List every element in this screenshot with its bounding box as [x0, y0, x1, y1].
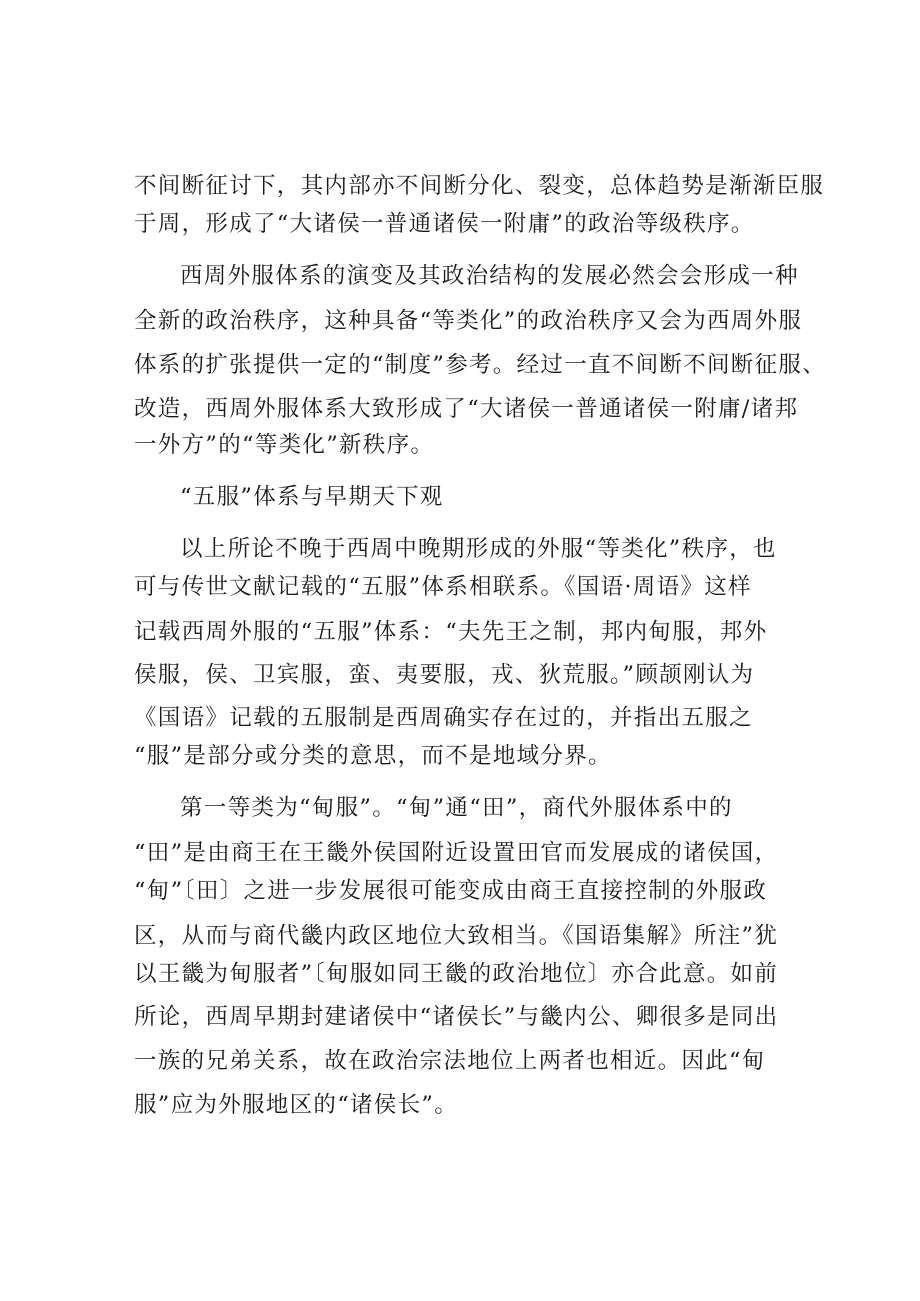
text-line: 全新的政治秩序，这种具备“等类化”的政治秩序又会为西周外服 — [134, 308, 803, 334]
text-line: 不间断征讨下，其内部亦不间断分化、裂变，总体趋势是渐渐臣服 — [134, 173, 825, 199]
text-line: 区，从而与商代畿内政区地位大致相当。《国语集解》所注”犹 — [134, 923, 779, 949]
text-line: 一外方”的“等类化”新秩序。 — [134, 432, 435, 458]
text-line: 体系的扩张提供一定的“制度”参考。经过一直不间断不间断征服、 — [134, 352, 827, 378]
text-line: 以上所论不晚于西周中晚期形成的外服“等类化”秩序，也 — [180, 536, 777, 562]
text-line: “田”是由商王在王畿外侯国附近设置田官而发展成的诸侯国， — [134, 840, 779, 866]
text-line: 侯服，侯、卫宾服，蛮、夷要服，戎、狄荒服。”顾颉刚认为 — [134, 662, 755, 688]
text-line: 《国语》记载的五服制是西周确实存在过的，并指出五服之 — [134, 705, 753, 731]
text-line: 西周外服体系的演变及其政治结构的发展必然会会形成一种 — [180, 263, 799, 289]
text-line: 第一等类为“甸服”。“甸”通“田”，商代外服体系中的 — [180, 795, 733, 821]
text-line: 改造，西周外服体系大致形成了“大诸侯一普通诸侯一附庸/诸邦 — [134, 396, 799, 422]
text-line: 所论，西周早期封建诸侯中“诸侯长”与畿内公、卿很多是同出 — [134, 1004, 779, 1030]
text-line: “服”是部分或分类的意思，而不是地域分界。 — [134, 743, 612, 769]
text-line: 以王畿为甸服者”〔甸服如同王畿的政治地位〕亦合此意。如前 — [134, 961, 779, 987]
text-line: “甸”〔田〕之进一步发展很可能变成由商王直接控制的外服政 — [134, 878, 768, 904]
text-line: 可与传世文献记载的“五服”体系相联系。《国语·周语》这样 — [134, 574, 752, 600]
text-line: 记载西周外服的“五服”体系：“夫先王之制，邦内甸服，邦外 — [134, 619, 768, 645]
text-line: 于周，形成了“大诸侯一普通诸侯一附庸”的政治等级秩序。 — [134, 211, 755, 237]
text-line: 一族的兄弟关系，故在政治宗法地位上两者也相近。因此“甸 — [134, 1048, 766, 1074]
section-heading-text: “五服”体系与早期天下观 — [180, 484, 444, 510]
text-line: 服”应为外服地区的“诸侯长”。 — [134, 1092, 459, 1118]
